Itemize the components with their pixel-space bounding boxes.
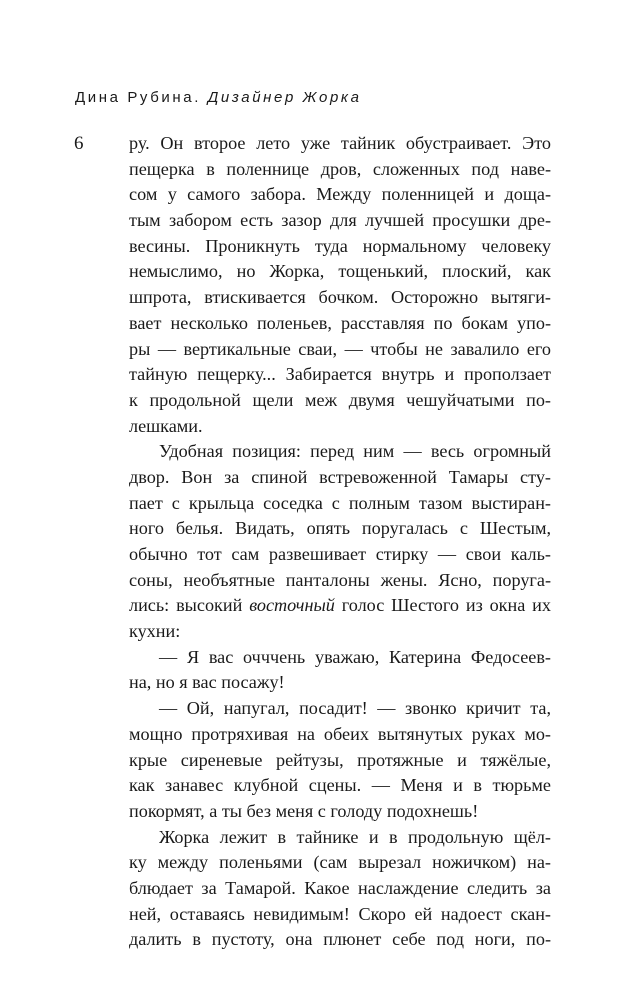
text-line: ру. Он второе лето уже тайник обустраивает. Это	[129, 133, 551, 153]
text-line: крые сиреневые рейтузы, протяжные и тяжёлые,	[129, 749, 551, 770]
text-line: пещерка в поленнице дров, сложенных под наве-	[129, 158, 551, 179]
text-line: на, но я вас посажу!	[129, 672, 285, 693]
text-line: кухни:	[129, 621, 181, 642]
text-line: — Ой, напугал, посадит! — звонко кричит та,	[159, 698, 551, 719]
text-line: тым забором есть зазор для лучшей просушки дре-	[129, 210, 551, 231]
text-line: мощно протряхивая на обеих вытянутых руках мо-	[129, 723, 551, 744]
text-line: к продольной щели меж двумя чешуйчатыми по-	[129, 389, 551, 410]
text-line: соны, необъятные панталоны жены. Ясно, поруга-	[129, 569, 551, 590]
running-head-title: Дизайнер Жорка	[207, 89, 362, 106]
text-line: Жорка лежит в тайнике и в продольную щёл-	[159, 826, 551, 847]
text-line: весины. Проникнуть туда нормальному человеку	[129, 235, 551, 256]
text-fragment: голос Шестого из окна их	[334, 595, 551, 616]
body-text	[129, 131, 551, 953]
text-line: — Я вас очччень уважаю, Катерина Федосеев-	[159, 646, 551, 667]
emphasized-word: восточный	[249, 595, 335, 616]
text-line: двор. Вон за спиной встревоженной Тамары сту-	[129, 466, 551, 487]
text-line: обычно тот сам развешивает стирку — свои каль-	[129, 544, 551, 564]
text-line: тайную пещерку... Забирается внутрь и проползает	[129, 364, 551, 385]
text-line: немыслимо, но Жорка, тощенький, плоский, как	[129, 261, 551, 282]
running-head-author: Дина Рубина.	[75, 89, 201, 106]
text-line: ры — вертикальные сваи, — чтобы не завалило его	[129, 338, 551, 359]
text-line: ного белья. Видать, опять поругалась с Шестым,	[129, 518, 551, 539]
text-line: ней, оставаясь невидимым! Скоро ей надоест скан-	[129, 903, 551, 924]
text-line: шпрота, втискивается бочком. Осторожно вытяги-	[129, 287, 551, 308]
text-line: далить в пустоту, она плюнет себе под ноги, по-	[129, 929, 551, 950]
text-line-with-emphasis	[129, 593, 551, 619]
text-line: покормят, а ты без меня с голоду подохнешь!	[129, 800, 479, 821]
running-head	[75, 88, 362, 108]
text-fragment: лись: высокий	[129, 595, 250, 616]
text-line: как занавес клубной сцены. — Меня и в тюрьме	[129, 775, 551, 796]
text-line: пает с крыльца соседка с полным тазом выстиран-	[129, 492, 551, 513]
text-line: вает несколько поленьев, расставляя по бокам упо-	[129, 312, 551, 333]
text-line: блюдает за Тамарой. Какое наслаждение следить за	[129, 877, 551, 898]
text-line: лешками.	[129, 415, 203, 436]
text-line: сом у самого забора. Между поленницей и доща-	[129, 184, 551, 205]
text-line: Удобная позиция: перед ним — весь огромный	[159, 441, 551, 462]
page-number: 6	[74, 133, 84, 154]
text-line: ку между поленьями (сам вырезал ножичком) на-	[129, 852, 551, 873]
